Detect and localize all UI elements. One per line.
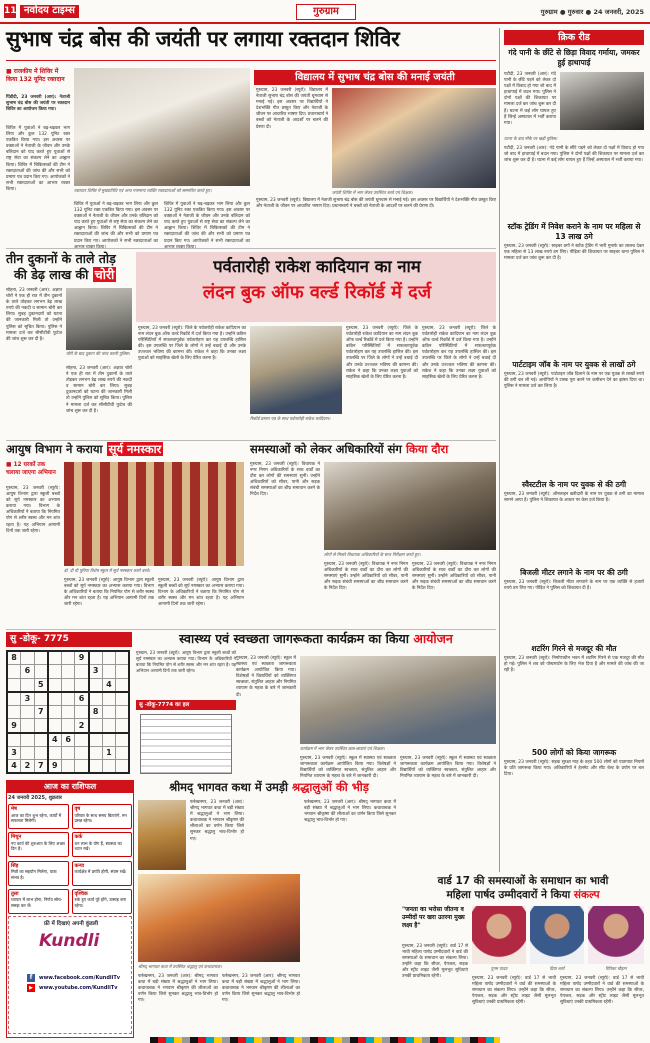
sudoku-cell bbox=[102, 651, 116, 665]
sudoku-cell bbox=[102, 760, 116, 774]
right-story-2-headline: स्टॉक ट्रेडिंग में निवेश कराने के नाम पर महिला से 13 लाख ठगे bbox=[507, 222, 641, 241]
everest-body-col3: गुरुग्राम, 23 जनवरी (ब्यूरो): जिले के पर्वतारोही राकेश कादियान का नाम लंदन बुक ऑफ वर्ल्ड रिकॉर्ड में दर्ज किया गया है। उन्होंने कठिन परिस्थितियों में सफलतापूर्वक पर्वतारोहण कर यह उपलब्धि हासिल की। इस उपलब्धि पर जिले के लोगों ने उन्हें बधाई दी और उनके उज्ज्वल भविष्य की कामना की। राकेश ने कहा कि उनका लक्ष्य युवाओं को साहसिक खेलों के लिए प्रेरित करना है। bbox=[422, 326, 496, 380]
bhagwat-caption: श्रीमद् भागवत कथा में उपस्थित श्रद्धालु एवं कथावाचक। bbox=[138, 964, 222, 969]
right-story-3-body: गुरुग्राम, 23 जनवरी (ब्यूरो): पार्टटाइम जॉब दिलाने के नाम पर एक युवक से लाखों रुपये की ठगी कर ली गई। आरोपियों ने टास्क पूरा करने पर कमीशन देने का झांसा दिया था। पुलिस ने मामला दर्ज कर लिया है। bbox=[504, 372, 644, 390]
ward-candidate-photo-3 bbox=[588, 906, 644, 964]
sudoku-cell bbox=[48, 746, 62, 760]
sudoku-title: सु -डोकू- 7775 bbox=[6, 632, 132, 647]
sudoku-cell bbox=[89, 746, 103, 760]
sudoku-cell: 2 bbox=[75, 719, 89, 733]
sudoku-cell: 5 bbox=[34, 678, 48, 692]
paper-name: नवोदय टाइम्स bbox=[20, 5, 79, 18]
sudoku-cell: 4 bbox=[48, 733, 62, 747]
sudoku-row bbox=[7, 746, 129, 760]
sudoku-cell: 3 bbox=[89, 665, 103, 679]
school-body-wide: गुरुग्राम, 23 जनवरी (ब्यूरो): विद्यालय में नेताजी सुभाष चंद्र बोस की जयंती धूमधाम से मनाई गई। इस अवसर पर विद्यार्थियों ने देशभक्ति गीत प्रस्तुत किए और नेताजी के जीवन पर आधारित भाषण दिए। प्रधानाचार्य ने बच्चों को नेताजी के आदर्शों पर चलने की प्रेरणा दी। bbox=[256, 198, 496, 210]
sun-caption: डॉ. दी वी पुनिया विशेष स्कूल में सूर्य नमस्कार करते बच्चे। bbox=[64, 568, 151, 573]
sudoku-cell bbox=[116, 733, 130, 747]
right-story-4-body: गुरुग्राम, 23 जनवरी (ब्यूरो): ऑनलाइन खरीदारी के नाम पर युवक से ठगी का मामला सामने आया है। पुलिस ने शिकायत के आधार पर केस दर्ज किया है। bbox=[504, 492, 644, 504]
sudoku-cell bbox=[7, 705, 21, 719]
sudoku-cell bbox=[102, 692, 116, 706]
problems-photo bbox=[324, 462, 496, 550]
bhagwat-photo-2 bbox=[138, 874, 300, 962]
rashifal-sign-name: तुला bbox=[11, 890, 19, 897]
sudoku-cell: 9 bbox=[7, 719, 21, 733]
problems-body: गुरुग्राम, 23 जनवरी (ब्यूरो): विधायक ने नगर निगम अधिकारियों के साथ वार्डों का दौरा कर लोगों की समस्याएं सुनीं। उन्होंने अधिकारियों को सीवर, पानी और सड़क संबंधी समस्याओं का शीघ्र समाधान करने के निर्देश दिए। bbox=[250, 462, 320, 498]
sudoku-row bbox=[7, 733, 129, 747]
sudoku-cell bbox=[61, 705, 75, 719]
lead-headline-underline bbox=[6, 60, 496, 61]
sudoku-cell: 2 bbox=[21, 760, 35, 774]
theft-body: सोहना, 23 जनवरी (आर): अज्ञात चोरों ने एक ही रात में तीन दुकानों के ताले तोड़कर लगभग डेढ़ लाख रुपये की नकदी व सामान चोरी कर लिया। सुबह दुकानदारों को घटना की जानकारी मिली तो उन्होंने पुलिस को सूचित किया। पुलिस ने मामला दर्ज कर सीसीटीवी फुटेज की जांच शुरू कर दी है। bbox=[6, 288, 62, 342]
health-body: गुरुग्राम, 23 जनवरी (ब्यूरो): स्कूल में स्वास्थ्य एवं स्वच्छता जागरूकता कार्यक्रम आयोजित किया गया। विशेषज्ञों ने विद्यार्थियों को व्यक्तिगत स्वच्छता, संतुलित आहार और नियमित व्यायाम के महत्व के बारे में जानकारी दी। bbox=[236, 656, 296, 698]
sudoku-cell bbox=[75, 705, 89, 719]
sudoku-cell bbox=[21, 651, 35, 665]
right-story-4-headline: स्वैस्टटील के नाम पर युवक से की ठगी bbox=[521, 480, 627, 489]
lead-photo bbox=[74, 68, 250, 186]
sudoku-cell bbox=[116, 678, 130, 692]
sudoku-cell bbox=[61, 651, 75, 665]
ward-candidate-photo-1 bbox=[472, 906, 526, 964]
problems-body-col3: गुरुग्राम, 23 जनवरी (ब्यूरो): विधायक ने नगर निगम अधिकारियों के साथ वार्डों का दौरा कर लोगों की समस्याएं सुनीं। उन्होंने अधिकारियों को सीवर, पानी और सड़क संबंधी समस्याओं का शीघ्र समाधान करने के निर्देश दिए। bbox=[412, 562, 496, 592]
right-story-1-headline: गंदे पानी के छींटे से छिड़ा विवाद गर्माया, जमकर हुई हाथापाई bbox=[508, 48, 640, 67]
sudoku-cell bbox=[48, 705, 62, 719]
sudoku-cell: 9 bbox=[48, 760, 62, 774]
sun-headline-highlight: सूर्य नमस्कार bbox=[108, 442, 162, 456]
right-story-1-body-2: पटौदी, 23 जनवरी (आर): गंदे पानी के छींटे पड़ने को लेकर दो पक्षों में विवाद हो गया जो बाद में हाथापाई में बदल गया। पुलिस ने दोनों पक्षों की शिकायत पर मामला दर्ज कर जांच शुरू कर दी है। घटना में कई लोग घायल हुए हैं जिन्हें अस्पताल में भर्ती कराया गया। bbox=[504, 146, 644, 164]
sudoku-cell bbox=[102, 719, 116, 733]
sudoku-cell bbox=[21, 719, 35, 733]
kundli-link-facebook[interactable]: www.facebook.com/KundliTv bbox=[39, 975, 121, 981]
sun-body-col2: गुरुग्राम, 23 जनवरी (ब्यूरो): आयुष विभाग द्वारा स्कूली बच्चों को सूर्य नमस्कार का अभ्यास कराया गया। विभाग के अधिकारियों ने बताया कि नियमित योग से शरीर स्वस्थ और मन शांत रहता है। यह अभियान आगामी दिनों तक जारी रहेगा। bbox=[64, 578, 154, 608]
sudoku-cell bbox=[116, 760, 130, 774]
sudoku-cell bbox=[34, 651, 48, 665]
lead-headline: सुभाष चंद्र बोस की जयंती पर लगाया रक्तदान शिविर bbox=[6, 27, 400, 51]
ward-body-col2: गुरुग्राम, 23 जनवरी (ब्यूरो): वार्ड 17 से भावी महिला पार्षद उम्मीदवारों ने वार्ड की समस्याओं के समाधान का संकल्प लिया। उन्होंने कहा कि सीवर, पेयजल, सड़क और स्ट्रीट लाइट जैसी मूलभूत सुविधाएं उनकी प्राथमिकता रहेंगी। bbox=[472, 976, 556, 1006]
right-story-6-body: गुरुग्राम, 23 जनवरी (ब्यूरो): निर्माणाधीन भवन में शटरिंग गिरने से एक मजदूर की मौत हो गई। पुलिस ने शव को पोस्टमार्टम के लिए भेज दिया है और मामले की जांच की जा रही है। bbox=[504, 656, 644, 674]
everest-body: गुरुग्राम, 23 जनवरी (ब्यूरो): जिले के पर्वतारोही राकेश कादियान का नाम लंदन बुक ऑफ वर्ल्ड रिकॉर्ड में दर्ज किया गया है। उन्होंने कठिन परिस्थितियों में सफलतापूर्वक पर्वतारोहण कर यह उपलब्धि हासिल की। इस उपलब्धि पर जिले के लोगों ने उन्हें बधाई दी और उनके उज्ज्वल भविष्य की कामना की। राकेश ने कहा कि उनका लक्ष्य युवाओं को साहसिक खेलों के लिए प्रेरित करना है। bbox=[138, 326, 246, 362]
sudoku-cell bbox=[21, 705, 35, 719]
youtube-icon: ▶ bbox=[27, 984, 35, 992]
rashifal-sign bbox=[8, 889, 69, 914]
sudoku-row bbox=[7, 692, 129, 706]
right-story-5-headline: बिजली मीटर लगाने के नाम पर की ठगी bbox=[520, 568, 628, 577]
sudoku-cell: 3 bbox=[21, 692, 35, 706]
theft-headline-2 bbox=[14, 268, 134, 281]
sudoku-cell bbox=[116, 719, 130, 733]
sudoku-cell bbox=[75, 746, 89, 760]
ward-candidate-photo-2 bbox=[530, 906, 584, 964]
sudoku-cell bbox=[48, 678, 62, 692]
rashifal-sign-text: आज का दिन शुभ रहेगा, कार्यों में सफलता मिलेगी। bbox=[11, 812, 62, 823]
bhagwat-headline bbox=[138, 781, 400, 793]
sudoku-cell bbox=[34, 692, 48, 706]
ward-body: गुरुग्राम, 23 जनवरी (ब्यूरो): वार्ड 17 से भावी महिला पार्षद उम्मीदवारों ने वार्ड की समस्याओं के समाधान का संकल्प लिया। उन्होंने कहा कि सीवर, पेयजल, सड़क और स्ट्रीट लाइट जैसी मूलभूत सुविधाएं उनकी प्राथमिकता रहेंगी। bbox=[402, 944, 468, 980]
everest-body-col2: गुरुग्राम, 23 जनवरी (ब्यूरो): जिले के पर्वतारोही राकेश कादियान का नाम लंदन बुक ऑफ वर्ल्ड रिकॉर्ड में दर्ज किया गया है। उन्होंने कठिन परिस्थितियों में सफलतापूर्वक पर्वतारोहण कर यह उपलब्धि हासिल की। इस उपलब्धि पर जिले के लोगों ने उन्हें बधाई दी और उनके उज्ज्वल भविष्य की कामना की। राकेश ने कहा कि उनका लक्ष्य युवाओं को साहसिक खेलों के लिए प्रेरित करना है। bbox=[346, 326, 419, 380]
sudoku-cell: 6 bbox=[75, 692, 89, 706]
ward-headline-2-text: महिला पार्षद उम्मीदवारों ने किया bbox=[446, 889, 571, 901]
sudoku-row bbox=[7, 760, 129, 774]
everest-caption: रिकॉर्ड प्रमाण पत्र के साथ पर्वतारोही राकेश कादियान। bbox=[250, 416, 331, 421]
sudoku-cell bbox=[75, 678, 89, 692]
rashifal-sign-text: धन लाभ के योग हैं, स्वास्थ्य का ध्यान रखें। bbox=[74, 840, 122, 852]
school-headline: विद्यालय में सुभाष चंद्र बोस की मनाई जयंती bbox=[254, 70, 496, 85]
lead-body-col3: शिविर में युवाओं ने बढ़-चढ़कर भाग लिया और कुल 132 यूनिट रक्त एकत्रित किया गया। इस अवसर पर वक्ताओं ने नेताजी के जीवन और उनके बलिदान को याद करते हुए युवाओं से राष्ट्र सेवा का संकल्प लेने का आह्वान किया। शिविर में चिकित्सकों की टीम ने रक्तदाताओं की जांच की और सभी को प्रमाण पत्र प्रदान किए गए। आयोजकों ने सभी रक्तदाताओं का bbox=[164, 202, 250, 244]
health-photo bbox=[300, 656, 496, 744]
sudoku-cell bbox=[89, 651, 103, 665]
theft-caption: चोरी के बाद दुकान की जांच करती पुलिस। bbox=[66, 351, 130, 356]
right-story-6-headline: शटरिंग गिरने से मजदूर की मौत bbox=[531, 644, 617, 653]
sudoku-cell: 9 bbox=[75, 651, 89, 665]
sudoku-cell bbox=[75, 760, 89, 774]
theft-body-col2: सोहना, 23 जनवरी (आर): अज्ञात चोरों ने एक ही रात में तीन दुकानों के ताले तोड़कर लगभग डेढ़ लाख रुपये की नकदी व सामान चोरी कर लिया। सुबह दुकानदारों को घटना की जानकारी मिली तो उन्होंने पुलिस को सूचित किया। पुलिस ने मामला दर्ज कर सीसीटीवी फुटेज की जांच शुरू कर दी है। bbox=[66, 366, 132, 414]
sudoku-cell bbox=[21, 678, 35, 692]
rashifal-grid bbox=[8, 804, 132, 914]
bhagwat-body: फर्रुखनगर, 23 जनवरी (आर): श्रीमद् भागवत कथा में बड़ी संख्या में श्रद्धालुओं ने भाग लिया। कथावाचक ने भगवान श्रीकृष्ण की लीलाओं का वर्णन किया जिसे सुनकर श्रद्धालु भाव-विभोर हो गए। bbox=[190, 800, 244, 842]
sudoku-cell bbox=[61, 692, 75, 706]
ward-headline-1: वार्ड 17 की समस्याओं के समाधान का भावी bbox=[437, 875, 609, 887]
bhagwat-body-col3: फर्रुखनगर, 23 जनवरी (आर): श्रीमद् भागवत कथा में बड़ी संख्या में श्रद्धालुओं ने भाग लिया। कथावाचक ने भगवान श्रीकृष्ण की लीलाओं का वर्णन किया जिसे सुनकर श्रद्धालु भाव-विभोर हो गए। bbox=[222, 974, 300, 1004]
sudoku-cell bbox=[116, 665, 130, 679]
sudoku-row bbox=[7, 705, 129, 719]
sudoku-cell bbox=[89, 719, 103, 733]
sun-body: गुरुग्राम, 23 जनवरी (ब्यूरो): आयुष विभाग द्वारा स्कूली बच्चों को सूर्य नमस्कार का अभ्यास कराया गया। विभाग के अधिकारियों ने बताया कि नियमित योग से शरीर स्वस्थ और मन शांत रहता है। यह अभियान आगामी दिनों तक जारी रहेगा। bbox=[6, 486, 60, 534]
sudoku-cell: 8 bbox=[89, 705, 103, 719]
lead-byline: पिंडौदी, 23 जनवरी (आर): नेताजी सुभाष चंद्र बोस की जयंती पर रक्तदान शिविर का आयोजन किया गया। bbox=[6, 95, 70, 113]
sudoku-cell bbox=[34, 719, 48, 733]
sudoku-table bbox=[6, 650, 130, 774]
sudoku-row bbox=[7, 678, 129, 692]
right-story-7-headline: 500 लोगों को किया जागरूक bbox=[531, 748, 617, 757]
sudoku-cell bbox=[7, 692, 21, 706]
lead-body: शिविर में युवाओं ने बढ़-चढ़कर भाग लिया और कुल 132 यूनिट रक्त एकत्रित किया गया। इस अवसर पर वक्ताओं ने नेताजी के जीवन और उनके बलिदान को याद करते हुए युवाओं से राष्ट्र सेवा का संकल्प लेने का आह्वान किया। शिविर में चिकित्सकों की टीम ने रक्तदाताओं की जांच की और सभी को प्रमाण पत्र प्रदान किए गए। आयोजकों ने सभी रक्तदाताओं का आभार व्यक्त किया। bbox=[6, 126, 70, 192]
sudoku-cell bbox=[34, 746, 48, 760]
rashifal-sign-name: वृश्चिक bbox=[74, 890, 88, 897]
registration-bar bbox=[150, 1037, 500, 1043]
right-story-5-body: गुरुग्राम, 23 जनवरी (ब्यूरो): बिजली मीटर लगवाने के नाम पर एक व्यक्ति से हजारों रुपये ठग लिए गए। पीड़ित ने पुलिस को शिकायत दी है। bbox=[504, 580, 644, 592]
ward-candidate-name-3: रितिका चौहान bbox=[605, 966, 627, 971]
sudoku-cell bbox=[102, 665, 116, 679]
theft-photo bbox=[66, 288, 132, 350]
right-section-title: क्रिक रीड bbox=[504, 30, 644, 45]
sudoku-cell bbox=[89, 692, 103, 706]
problems-headline-text: समस्याओं को लेकर अधिकारियों संग bbox=[250, 442, 402, 456]
lead-body-col2: शिविर में युवाओं ने बढ़-चढ़कर भाग लिया और कुल 132 यूनिट रक्त एकत्रित किया गया। इस अवसर पर वक्ताओं ने नेताजी के जीवन और उनके बलिदान को याद करते हुए युवाओं से राष्ट्र सेवा का संकल्प लेने का आह्वान किया। शिविर में चिकित्सकों की टीम ने रक्तदाताओं की जांच की और सभी को प्रमाण पत्र प्रदान किए गए। आयोजकों ने सभी रक्तदाताओं का bbox=[74, 202, 158, 244]
sudoku-cell bbox=[61, 719, 75, 733]
theft-headline-1: तीन दुकानों के ताले तोड़ bbox=[6, 251, 116, 266]
rashifal-sign-text: परिवार के साथ समय बिताएंगे, मन प्रसन्न रहेगा। bbox=[74, 812, 127, 823]
sudoku-cell bbox=[7, 733, 21, 747]
sudoku-cell bbox=[7, 678, 21, 692]
theft-headline-2-text: की डेढ़ लाख की bbox=[14, 267, 89, 282]
problems-body-col2: गुरुग्राम, 23 जनवरी (ब्यूरो): विधायक ने नगर निगम अधिकारियों के साथ वार्डों का दौरा कर लोगों की समस्याएं सुनीं। उन्होंने अधिकारियों को सीवर, पानी और सड़क संबंधी समस्याओं का शीघ्र समाधान करने के निर्देश दिए। bbox=[324, 562, 408, 592]
problems-headline-highlight: किया दौरा bbox=[405, 442, 449, 456]
rashifal-sign bbox=[8, 861, 69, 886]
sudoku-cell bbox=[75, 733, 89, 747]
sudoku-cell: 7 bbox=[34, 760, 48, 774]
sudoku-cell bbox=[21, 746, 35, 760]
sun-photo bbox=[64, 462, 244, 566]
ward-headline-highlight: संकल्प bbox=[573, 889, 600, 901]
bhagwat-headline-highlight: श्रद्धालुओं की भीड़ bbox=[292, 780, 369, 794]
health-headline-text: स्वास्थ्य एवं स्वच्छता जागरूकता कार्यक्रम का किया bbox=[179, 631, 409, 646]
right-story-2-body: गुरुग्राम, 23 जनवरी (ब्यूरो): साइबर ठगों ने स्टॉक ट्रेडिंग में भारी मुनाफे का लालच देकर एक महिला से 13 लाख रुपये ठग लिए। पीड़िता की शिकायत पर साइबर थाना पुलिस ने मामला दर्ज कर जांच शुरू कर दी है। bbox=[504, 244, 644, 262]
sudoku-cell bbox=[116, 746, 130, 760]
problems-headline bbox=[250, 443, 496, 455]
lead-photo-caption: रक्तदान शिविर में मुख्यातिथि एवं अन्य गणमान्य व्यक्ति रक्तदाताओं को सम्मानित करते हुए। bbox=[74, 188, 212, 193]
ward-headline-2 bbox=[400, 890, 646, 901]
ward-candidate-name-1: पूनम यादव bbox=[490, 966, 508, 971]
sudoku-cell: 4 bbox=[7, 760, 21, 774]
sudoku-grid bbox=[6, 650, 130, 774]
sudoku-cell bbox=[89, 733, 103, 747]
section-title: गुरुग्राम bbox=[296, 4, 356, 20]
rashifal-sign bbox=[8, 832, 69, 857]
rashifal-sign-name: कन्या bbox=[74, 862, 85, 869]
rashifal-sign-text: कार्यक्षेत्र में प्रगति होगी, संयम रखें। bbox=[74, 869, 127, 874]
sudoku-cell bbox=[7, 665, 21, 679]
school-photo bbox=[332, 88, 496, 188]
divider bbox=[6, 440, 496, 441]
right-story-1-caption: घटना के बाद मौके पर खड़ी पुलिस। bbox=[504, 136, 558, 141]
sudoku-row bbox=[7, 719, 129, 733]
sudoku-row bbox=[7, 665, 129, 679]
right-story-1-body: पटौदी, 23 जनवरी (आर): गंदे पानी के छींटे पड़ने को लेकर दो पक्षों में विवाद हो गया जो बाद में हाथापाई में बदल गया। पुलिस ने दोनों पक्षों की शिकायत पर मामला दर्ज कर जांच शुरू कर दी है। घटना में कई लोग घायल हुए हैं जिन्हें अस्पताल में भर्ती कराया गया। bbox=[504, 72, 556, 126]
sudoku-solution-grid bbox=[140, 714, 232, 774]
right-story-3-headline: पार्टटाइम जॉब के नाम पर युवक से लाखों ठगे bbox=[512, 360, 636, 369]
health-body-col3: गुरुग्राम, 23 जनवरी (ब्यूरो): स्कूल में स्वास्थ्य एवं स्वच्छता जागरूकता कार्यक्रम आयोजित किया गया। विशेषज्ञों ने विद्यार्थियों को व्यक्तिगत स्वच्छता, संतुलित आहार और नियमित व्यायाम के महत्व के बारे में जानकारी दी। bbox=[400, 756, 496, 780]
sudoku-cell: 7 bbox=[34, 705, 48, 719]
ward-body-col3: गुरुग्राम, 23 जनवरी (ब्यूरो): वार्ड 17 से भावी महिला पार्षद उम्मीदवारों ने वार्ड की समस्याओं के समाधान का संकल्प लिया। उन्होंने कहा कि सीवर, पेयजल, सड़क और स्ट्रीट लाइट जैसी मूलभूत सुविधाएं उनकी प्राथमिकता रहेंगी। bbox=[560, 976, 644, 1006]
sudoku-cell bbox=[34, 733, 48, 747]
rashifal-sign-text: व्यापार में लाभ होगा, निर्णय सोच-समझ कर लें। bbox=[11, 897, 63, 908]
divider bbox=[6, 248, 496, 249]
sudoku-cell bbox=[102, 733, 116, 747]
page-number: 11 bbox=[4, 6, 17, 16]
sudoku-cell bbox=[61, 678, 75, 692]
masthead bbox=[0, 0, 650, 24]
lead-kicker: ■ राजकीय में शिविर में किया 132 यूनिट रक्तदान bbox=[6, 68, 65, 83]
health-headline bbox=[136, 632, 496, 645]
sudoku-cell: 3 bbox=[7, 746, 21, 760]
theft-headline-highlight: चोरी bbox=[94, 267, 115, 282]
rashifal-sign-name: वृष bbox=[74, 806, 81, 812]
sudoku-cell bbox=[61, 746, 75, 760]
health-headline-highlight: आयोजन bbox=[413, 631, 453, 646]
sudoku-cell bbox=[34, 665, 48, 679]
school-body: गुरुग्राम, 23 जनवरी (ब्यूरो): विद्यालय में नेताजी सुभाष चंद्र बोस की जयंती धूमधाम से मनाई गई। इस अवसर पर विद्यार्थियों ने देशभक्ति गीत प्रस्तुत किए और नेताजी के जीवन पर आधारित भाषण दिए। प्रधानाचार्य ने बच्चों को नेताजी के आदर्शों पर चलने की प्रेरणा दी। bbox=[256, 88, 329, 130]
sudoku-solution-label: सु -डोकू-7774 का हल bbox=[136, 700, 236, 710]
kundli-link-youtube[interactable]: www.youtube.com/KundliTv bbox=[39, 985, 118, 991]
kundli-logo: Kundli bbox=[39, 931, 100, 951]
sudoku-cell bbox=[48, 665, 62, 679]
rashifal-sign bbox=[72, 832, 133, 857]
school-photo-caption: जयंती शिविर में भाग लेकर उपस्थित बच्चे एवं शिक्षक। bbox=[332, 190, 413, 195]
health-caption: कार्यक्रम में भाग लेकर उपस्थित छात्र-छात्राएं एवं शिक्षक। bbox=[300, 746, 385, 751]
sudoku-cell: 6 bbox=[61, 733, 75, 747]
bhagwat-body-col2: फर्रुखनगर, 23 जनवरी (आर): श्रीमद् भागवत कथा में बड़ी संख्या में श्रद्धालुओं ने भाग लिया। कथावाचक ने भगवान श्रीकृष्ण की लीलाओं का वर्णन किया जिसे सुनकर श्रद्धालु भाव-विभोर हो गए। bbox=[138, 974, 218, 1004]
sun-kicker: ■ 12 घरकों तक चलाया जाएगा अभियान bbox=[6, 462, 56, 476]
rashifal-title: आज का राशिफल bbox=[6, 780, 134, 793]
sudoku-cell: 4 bbox=[102, 678, 116, 692]
everest-headline-1: पर्वतारोही राकेश कादियान का नाम bbox=[213, 257, 421, 276]
rashifal-date: 24 जनवरी 2025, शुक्रवार bbox=[8, 795, 62, 801]
sudoku-cell bbox=[48, 692, 62, 706]
rashifal-sign-name: कर्क bbox=[74, 834, 83, 841]
right-story-1-photo bbox=[560, 72, 644, 130]
sudoku-cell bbox=[89, 760, 103, 774]
sudoku-cell bbox=[21, 733, 35, 747]
rashifal-sign bbox=[72, 861, 133, 886]
bhagwat-headline-text: श्रीमद् भागवत कथा में उमड़ी bbox=[169, 780, 289, 794]
sudoku-cell bbox=[116, 705, 130, 719]
sudoku-cell bbox=[75, 665, 89, 679]
everest-photo bbox=[250, 326, 342, 414]
sudoku-cell bbox=[102, 705, 116, 719]
rashifal-sign-text: रुके हुए कार्य पूरे होंगे, उत्साह बना रहेगा। bbox=[74, 897, 126, 908]
kundli-ad-tag: फ्री में दिखाएं अपनी कुंडली bbox=[43, 921, 99, 927]
everest-headline-2: लंदन बुक ऑफ वर्ल्ड रिकॉर्ड में दर्ज bbox=[202, 282, 432, 303]
kundli-ad bbox=[8, 916, 132, 1034]
facebook-icon: f bbox=[27, 974, 35, 982]
rashifal-sign-name: मिथुन bbox=[11, 834, 22, 841]
sudoku-cell bbox=[61, 665, 75, 679]
sudoku-row bbox=[7, 651, 129, 665]
divider bbox=[6, 629, 496, 630]
sun-headline bbox=[6, 443, 246, 455]
rashifal-sign-name: सिंह bbox=[11, 862, 19, 869]
sudoku-cell bbox=[61, 760, 75, 774]
rashifal-sign bbox=[8, 804, 69, 829]
bhagwat-body-col4: फर्रुखनगर, 23 जनवरी (आर): श्रीमद् भागवत कथा में बड़ी संख्या में श्रद्धालुओं ने भाग लिया। कथावाचक ने भगवान श्रीकृष्ण की लीलाओं का वर्णन किया जिसे सुनकर श्रद्धालु भाव-विभोर हो गए। bbox=[304, 800, 396, 824]
rashifal-sign bbox=[72, 889, 133, 914]
rashifal-sign-name: मेष bbox=[11, 806, 17, 812]
rashifal-sign bbox=[72, 804, 133, 829]
sudoku-cell bbox=[89, 678, 103, 692]
rashifal-sign-text: मित्रों का सहयोग मिलेगा, यात्रा संभव है। bbox=[11, 869, 57, 880]
bhagwat-photo-1 bbox=[138, 800, 186, 870]
sudoku-cell bbox=[116, 651, 130, 665]
right-story-7-body: गुरुग्राम, 23 जनवरी (ब्यूरो): सड़क सुरक्षा माह के तहत 500 लोगों को यातायात नियमों के प्रति जागरूक किया गया। अधिकारियों ने हेलमेट और सीट बेल्ट के प्रयोग पर बल दिया। bbox=[504, 760, 644, 778]
health-body-col2: गुरुग्राम, 23 जनवरी (ब्यूरो): स्कूल में स्वास्थ्य एवं स्वच्छता जागरूकता कार्यक्रम आयोजित किया गया। विशेषज्ञों ने विद्यार्थियों को व्यक्तिगत स्वच्छता, संतुलित आहार और नियमित व्यायाम के महत्व के बारे में जानकारी दी। bbox=[300, 756, 396, 780]
ward-candidate-name-2: प्रिया शर्मा bbox=[549, 966, 565, 971]
sudoku-instructions: गुरुग्राम, 23 जनवरी (ब्यूरो): आयुष विभाग द्वारा स्कूली बच्चों को सूर्य नमस्कार का अभ्यास कराया गया। विभाग के अधिकारियों ने बताया कि नियमित योग से शरीर स्वस्थ और मन शांत रहता है। यह अभियान आगामी दिनों तक जारी रहेगा। bbox=[136, 650, 236, 674]
sudoku-cell: 6 bbox=[21, 665, 35, 679]
sudoku-cell bbox=[48, 651, 62, 665]
sudoku-cell: 1 bbox=[102, 746, 116, 760]
sudoku-cell bbox=[48, 719, 62, 733]
rashifal-sign-text: नए कार्य की शुरुआत के लिए अच्छा दिन है। bbox=[11, 840, 65, 852]
sudoku-cell: 8 bbox=[7, 651, 21, 665]
sun-headline-text: आयुष विभाग ने कराया bbox=[6, 442, 103, 456]
sun-body-col3: गुरुग्राम, 23 जनवरी (ब्यूरो): आयुष विभाग द्वारा स्कूली बच्चों को सूर्य नमस्कार का अभ्यास कराया गया। विभाग के अधिकारियों ने बताया कि नियमित योग से शरीर स्वस्थ और मन शांत रहता है। यह अभियान आगामी दिनों तक जारी रहेगा। bbox=[158, 578, 244, 608]
ward-quote: "जनता का भरोसा जीतना व उम्मीदों पर खरा उतरना मुख्य लक्ष्य है" bbox=[402, 906, 465, 929]
right-column-divider bbox=[499, 28, 500, 872]
dateline: गुरुग्राम ● गुरुवार ● 24 जनवरी, 2025 bbox=[540, 8, 644, 16]
sudoku-cell bbox=[116, 692, 130, 706]
problems-caption: लोगों से मिलते विधायक अधिकारियों के साथ निरीक्षण करते हुए। bbox=[324, 552, 421, 557]
